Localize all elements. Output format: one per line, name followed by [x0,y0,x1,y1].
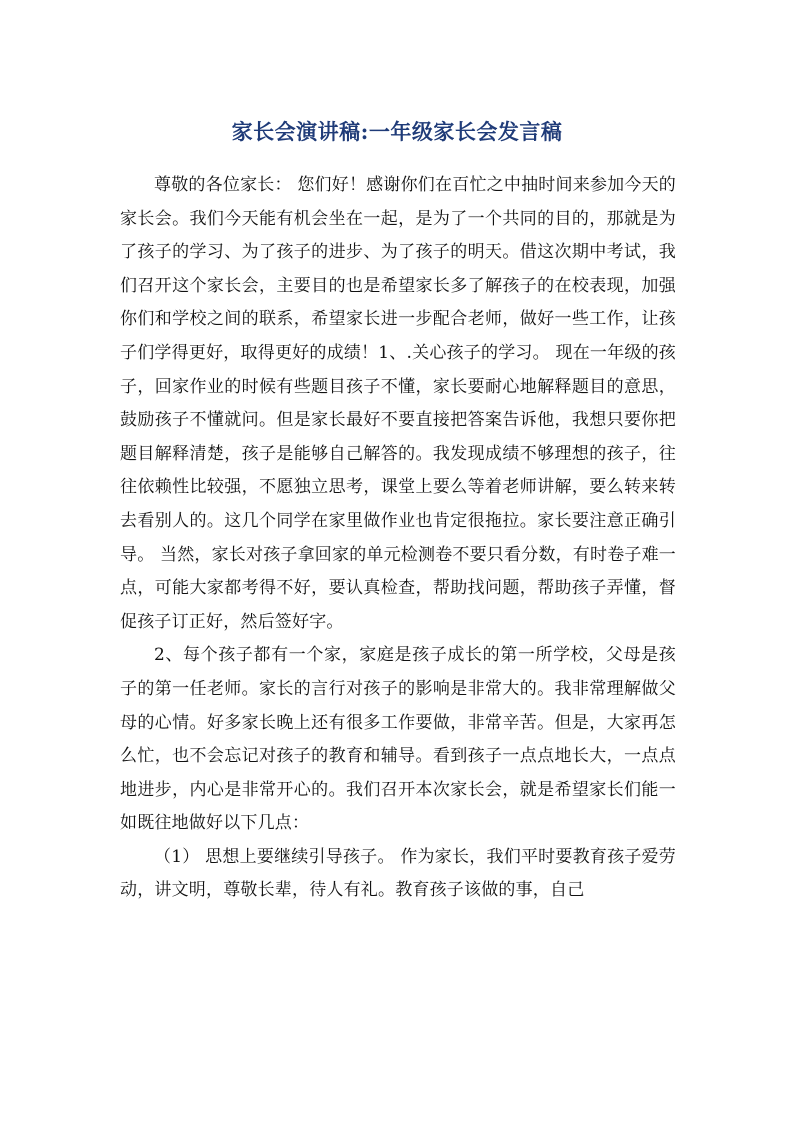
document-title: 家长会演讲稿:一年级家长会发言稿 [231,119,563,145]
paragraph-2: 2、每个孩子都有一个家，家庭是孩子成长的第一所学校，父母是孩子的第一任老师。家长的言行对孩子的影响是非常大的。我非常理解做父母的心情。好多家长晚上还有很多工作要做，非常辛苦。但是，大家再怎么忙，也不会忘记对孩子的教育和辅导。看到孩子一点点地长大，一点点地进步，内心是非常开心的。我们召开本次家长会，就是希望家长们能一如既往地做好以下几点： [120,645,676,834]
document-body [120,169,676,908]
paragraph-1: 尊敬的各位家长： 您们好！感谢你们在百忙之中抽时间来参加今天的家长会。我们今天能有机会坐在一起，是为了一个共同的目的，那就是为了孩子的学习、为了孩子的进步、为了孩子的明天。借这次期中考试，我们召开这个家长会，主要目的也是希望家长多了解孩子的在校表现，加强你们和学校之间的联系，希望家长进一步配合老师，做好一些工作，让孩子们学得更好，取得更好的成绩！1、.关心孩子的学习。 现在一年级的孩子，回家作业的时候有些题目孩子不懂，家长要耐心地解释题目的意思，鼓励孩子不懂就问。但是家长最好不要直接把答案告诉他，我想只要你把题目解释清楚，孩子是能够自己解答的。我发现成绩不够理想的孩子，往往依赖性比较强，不愿独立思考，课堂上要么等着老师讲解，要么转来转去看别人的。这几个同学在家里做作业也肯定很拖拉。家长要注意正确引导。 当然，家长对孩子拿回家的单元检测卷不要只看分数，有时卷子难一点，可能大家都考得不好，要认真检查，帮助找问题，帮助孩子弄懂，督促孩子订正好，然后签好字。 [120,175,677,632]
paragraph-3: （1） 思想上要继续引导孩子。 作为家长，我们平时要教育孩子爱劳动，讲文明，尊敬长辈，待人有礼。教育孩子该做的事，自己 [120,846,676,901]
